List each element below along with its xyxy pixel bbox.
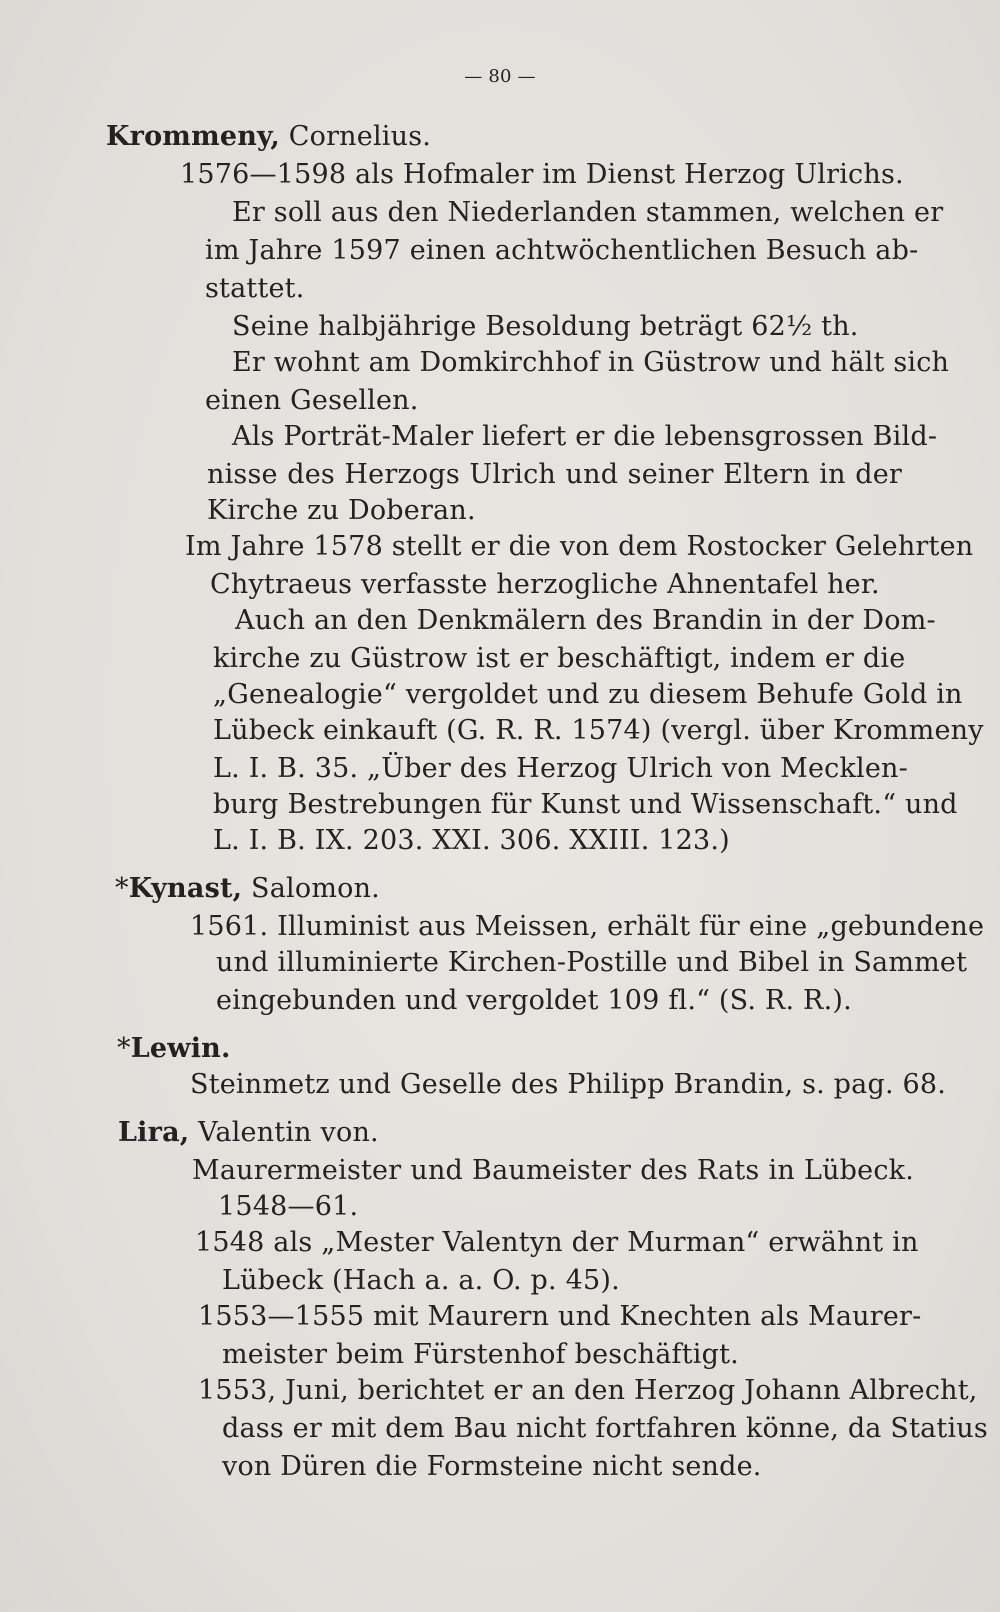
text-line: Steinmetz und Geselle des Philipp Brandin, s. pag. 68. (190, 1069, 947, 1100)
text-line: 1553, Juni, berichtet er an den Herzog Johann Albrecht, (198, 1375, 978, 1406)
text-line: L. I. B. 35. „Über des Herzog Ulrich von Mecklen- (213, 753, 908, 784)
text-line: burg Bestrebungen für Kunst und Wissenschaft.“ und (213, 789, 958, 820)
text-line: L. I. B. IX. 203. XXI. 306. XXIII. 123.) (213, 825, 730, 856)
text-line: Lübeck (Hach a. a. O. p. 45). (222, 1265, 620, 1296)
entry-name: Krommeny, (106, 121, 280, 152)
text-line: 1548—61. (218, 1191, 359, 1222)
text-line: nisse des Herzogs Ulrich und seiner Eltern in der (207, 459, 902, 490)
text-line: 1548 als „Mester Valentyn der Murman“ erwähnt in (195, 1227, 919, 1258)
entry-heading-krommeny (106, 120, 431, 154)
text-line: Seine halbjährige Besoldung beträgt 62½ th. (232, 311, 859, 342)
text-line: Maurermeister und Baumeister des Rats in Lübeck. (192, 1155, 914, 1186)
text-line: kirche zu Güstrow ist er beschäftigt, indem er die (213, 643, 906, 674)
entry-heading-kynast (115, 872, 380, 906)
text-line: 1553—1555 mit Maurern und Knechten als Maurer- (198, 1301, 922, 1332)
text-line: Kirche zu Doberan. (207, 495, 476, 526)
text-line: „Genealogie“ vergoldet und zu diesem Behufe Gold in (213, 679, 963, 710)
entry-firstname: Cornelius. (288, 121, 432, 152)
page-number: — 80 — (464, 66, 536, 87)
text-line: Er soll aus den Niederlanden stammen, welchen er (232, 197, 944, 228)
text-line: Als Porträt-Maler liefert er die lebensgrossen Bild- (232, 421, 938, 452)
text-line: im Jahre 1597 einen achtwöchentlichen Besuch ab- (205, 235, 919, 266)
text-line: Er wohnt am Domkirchhof in Güstrow und hält sich (232, 347, 950, 378)
entry-firstname: Valentin von. (198, 1117, 379, 1148)
text-line: von Düren die Formsteine nicht sende. (222, 1451, 762, 1482)
entry-name: Lewin. (130, 1033, 231, 1064)
entry-name: Kynast, (128, 873, 243, 904)
text-line: 1561. Illuminist aus Meissen, erhält für eine „gebundene (190, 911, 985, 942)
asterisk-mark: * (117, 1033, 131, 1064)
text-line: und illuminierte Kirchen-Postille und Bibel in Sammet (216, 947, 968, 978)
text-line: meister beim Fürstenhof beschäftigt. (222, 1339, 739, 1370)
text-line: Chytraeus verfasste herzogliche Ahnentafel her. (210, 569, 880, 600)
text-line: dass er mit dem Bau nicht fortfahren könne, da Statius (222, 1413, 988, 1444)
text-line: stattet. (205, 273, 305, 304)
entry-heading-lewin (117, 1032, 231, 1066)
text-line: Lübeck einkauft (G. R. R. 1574) (vergl. über Krommeny (213, 715, 984, 746)
entry-name: Lira, (118, 1117, 190, 1148)
text-line: Im Jahre 1578 stellt er die von dem Rostocker Gelehrten (185, 531, 974, 562)
entry-firstname: Salomon. (251, 873, 380, 904)
asterisk-mark: * (115, 873, 129, 904)
text-line: 1576—1598 als Hofmaler im Dienst Herzog Ulrichs. (180, 159, 904, 190)
text-line: einen Gesellen. (205, 385, 419, 416)
entry-heading-lira (118, 1116, 379, 1150)
text-line: eingebunden und vergoldet 109 fl.“ (S. R. R.). (216, 985, 852, 1016)
text-line: Auch an den Denkmälern des Brandin in der Dom- (235, 605, 936, 636)
